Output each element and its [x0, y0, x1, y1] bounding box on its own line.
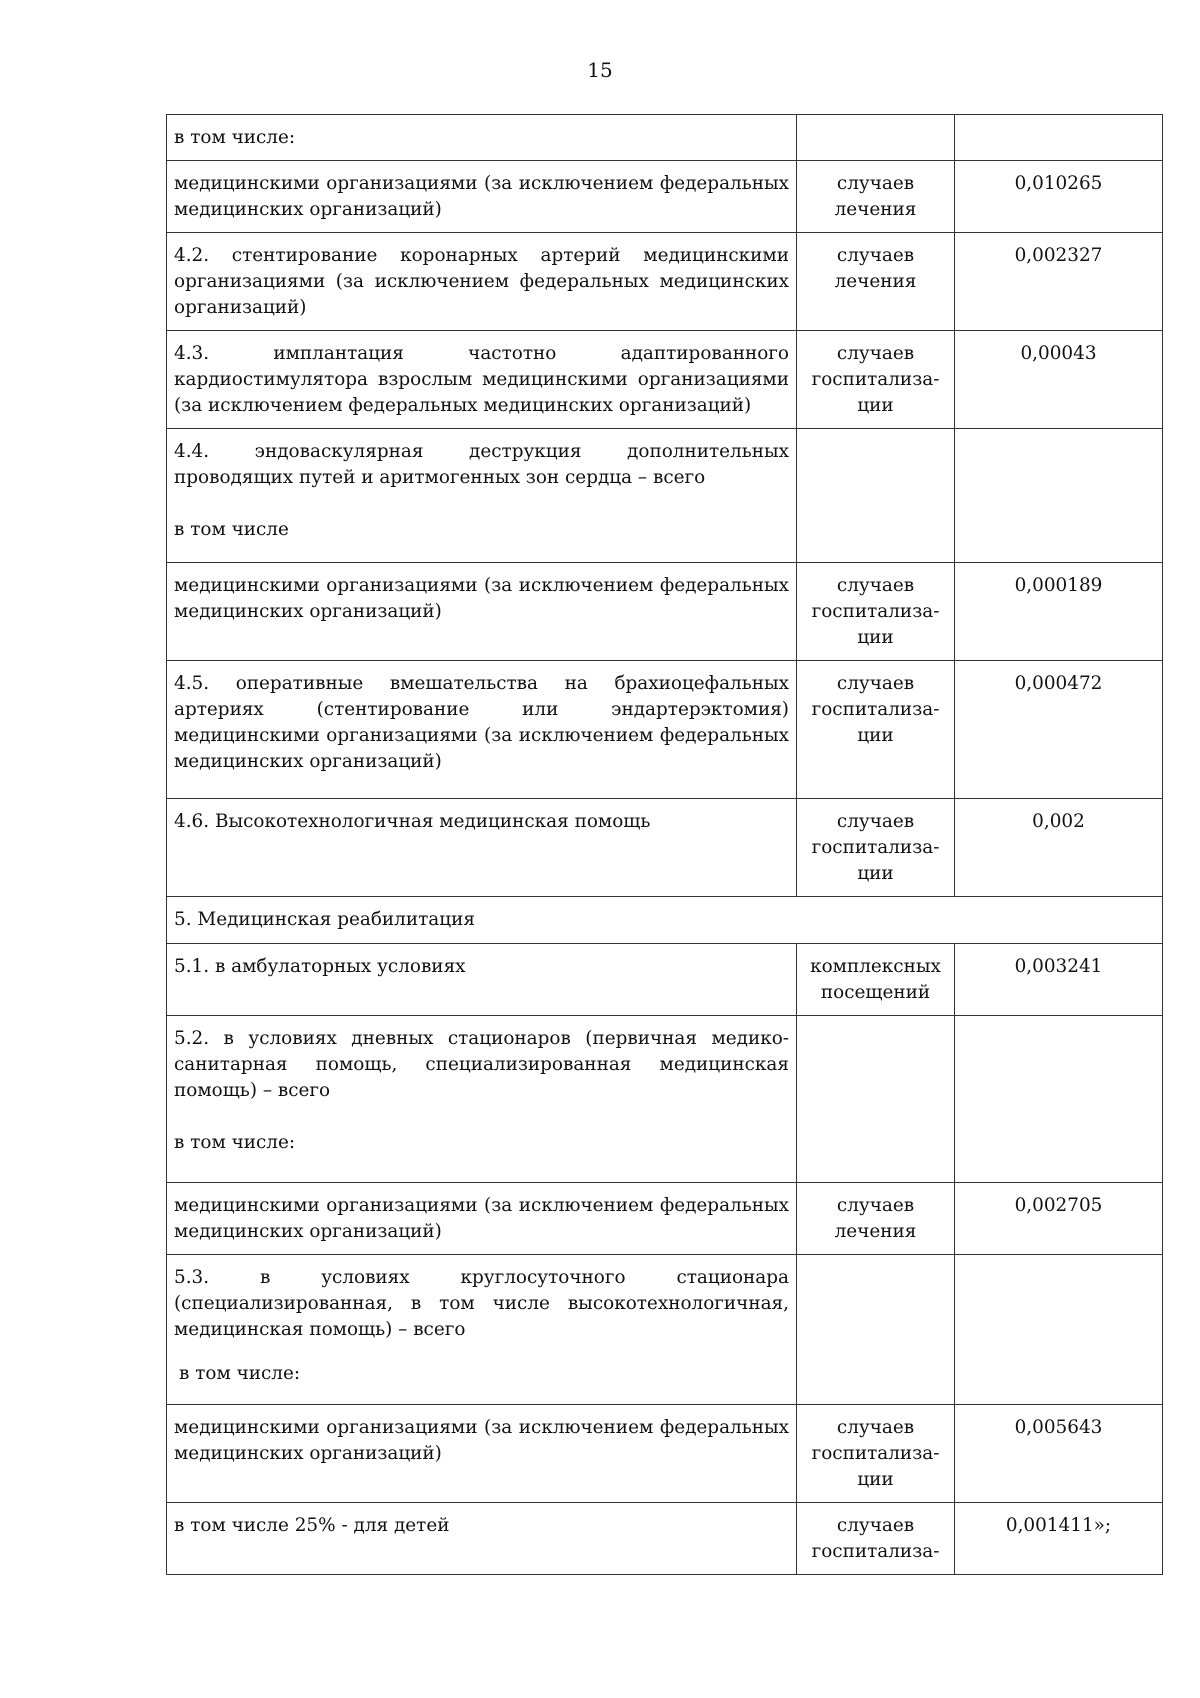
row-description: 5.1. в амбулаторных условиях	[167, 944, 797, 1016]
row-value: 0,00043	[955, 331, 1163, 429]
row-unit	[797, 115, 955, 161]
row-subheading: в том числе	[174, 519, 289, 540]
row-description: 4.6. Высокотехнологичная медицинская помощь	[167, 799, 797, 897]
row-description	[167, 1255, 797, 1405]
row-description: медицинскими организациями (за исключением федеральных медицинских организаций)	[167, 1183, 797, 1255]
row-value	[955, 1255, 1163, 1405]
row-description: 4.2. стентирование коронарных артерий медицинскими организациями (за исключением федеральных медицинских организаций)	[167, 233, 797, 331]
row-unit: случаев лечения	[797, 1183, 955, 1255]
table-row	[167, 1183, 1163, 1255]
row-description: в том числе 25% - для детей	[167, 1503, 797, 1575]
table-row	[167, 331, 1163, 429]
row-value: 0,010265	[955, 161, 1163, 233]
row-value: 0,000189	[955, 563, 1163, 661]
table-row	[167, 897, 1163, 944]
row-description: медицинскими организациями (за исключением федеральных медицинских организаций)	[167, 563, 797, 661]
table-row	[167, 799, 1163, 897]
row-heading: 4.4. эндоваскулярная деструкция дополнительных проводящих путей и аритмогенных зон сердца – всего	[174, 441, 789, 488]
row-unit: случаев госпитализа-ции	[797, 661, 955, 799]
page-number: 15	[587, 58, 613, 82]
row-value: 0,002705	[955, 1183, 1163, 1255]
row-subheading: в том числе:	[179, 1363, 301, 1384]
row-value: 0,002327	[955, 233, 1163, 331]
row-description: медицинскими организациями (за исключением федеральных медицинских организаций)	[167, 161, 797, 233]
row-unit: случаев лечения	[797, 233, 955, 331]
row-description	[167, 429, 797, 563]
row-value: 0,003241	[955, 944, 1163, 1016]
row-description: медицинскими организациями (за исключением федеральных медицинских организаций)	[167, 1405, 797, 1503]
table-row	[167, 944, 1163, 1016]
row-unit	[797, 429, 955, 563]
row-value: 0,000472	[955, 661, 1163, 799]
row-value: 0,005643	[955, 1405, 1163, 1503]
table-row	[167, 1503, 1163, 1575]
row-unit: случаев госпитализа-ции	[797, 799, 955, 897]
row-unit	[797, 1255, 955, 1405]
row-subheading: в том числе:	[174, 1132, 296, 1153]
row-description	[167, 1016, 797, 1183]
table-row	[167, 1405, 1163, 1503]
table-row	[167, 661, 1163, 799]
table-row	[167, 1016, 1163, 1183]
row-value	[955, 115, 1163, 161]
table-row	[167, 1255, 1163, 1405]
row-value	[955, 429, 1163, 563]
row-heading: 5.2. в условиях дневных стационаров (первичная медико-санитарная помощь, специализированная медицинская помощь) – всего	[174, 1028, 789, 1101]
row-unit: случаев госпитализа-ции	[797, 563, 955, 661]
row-value: 0,001411»;	[955, 1503, 1163, 1575]
row-description: 4.5. оперативные вмешательства на брахиоцефальных артериях (стентирование или эндартерэктомия) медицинскими организациями (за исключением федеральных медицинских организаций)	[167, 661, 797, 799]
row-unit: случаев лечения	[797, 161, 955, 233]
section-heading: 5. Медицинская реабилитация	[167, 897, 1163, 944]
row-unit: комплексных посещений	[797, 944, 955, 1016]
row-heading: 5.3. в условиях круглосуточного стационара (специализированная, в том числе высокотехнологичная, медицинская помощь) – всего	[174, 1267, 789, 1340]
row-unit	[797, 1016, 955, 1183]
table-row	[167, 115, 1163, 161]
table-row	[167, 233, 1163, 331]
row-unit: случаев госпитализа-ции	[797, 331, 955, 429]
row-value: 0,002	[955, 799, 1163, 897]
table-row	[167, 161, 1163, 233]
row-unit: случаев госпитализа-ции	[797, 1405, 955, 1503]
row-description: в том числе:	[167, 115, 797, 161]
row-description: 4.3. имплантация частотно адаптированного кардиостимулятора взрослым медицинскими организациями (за исключением федеральных медицинских организаций)	[167, 331, 797, 429]
table-row	[167, 429, 1163, 563]
table-row	[167, 563, 1163, 661]
row-unit: случаев госпитализа-	[797, 1503, 955, 1575]
normatives-table	[166, 114, 1163, 1575]
row-value	[955, 1016, 1163, 1183]
